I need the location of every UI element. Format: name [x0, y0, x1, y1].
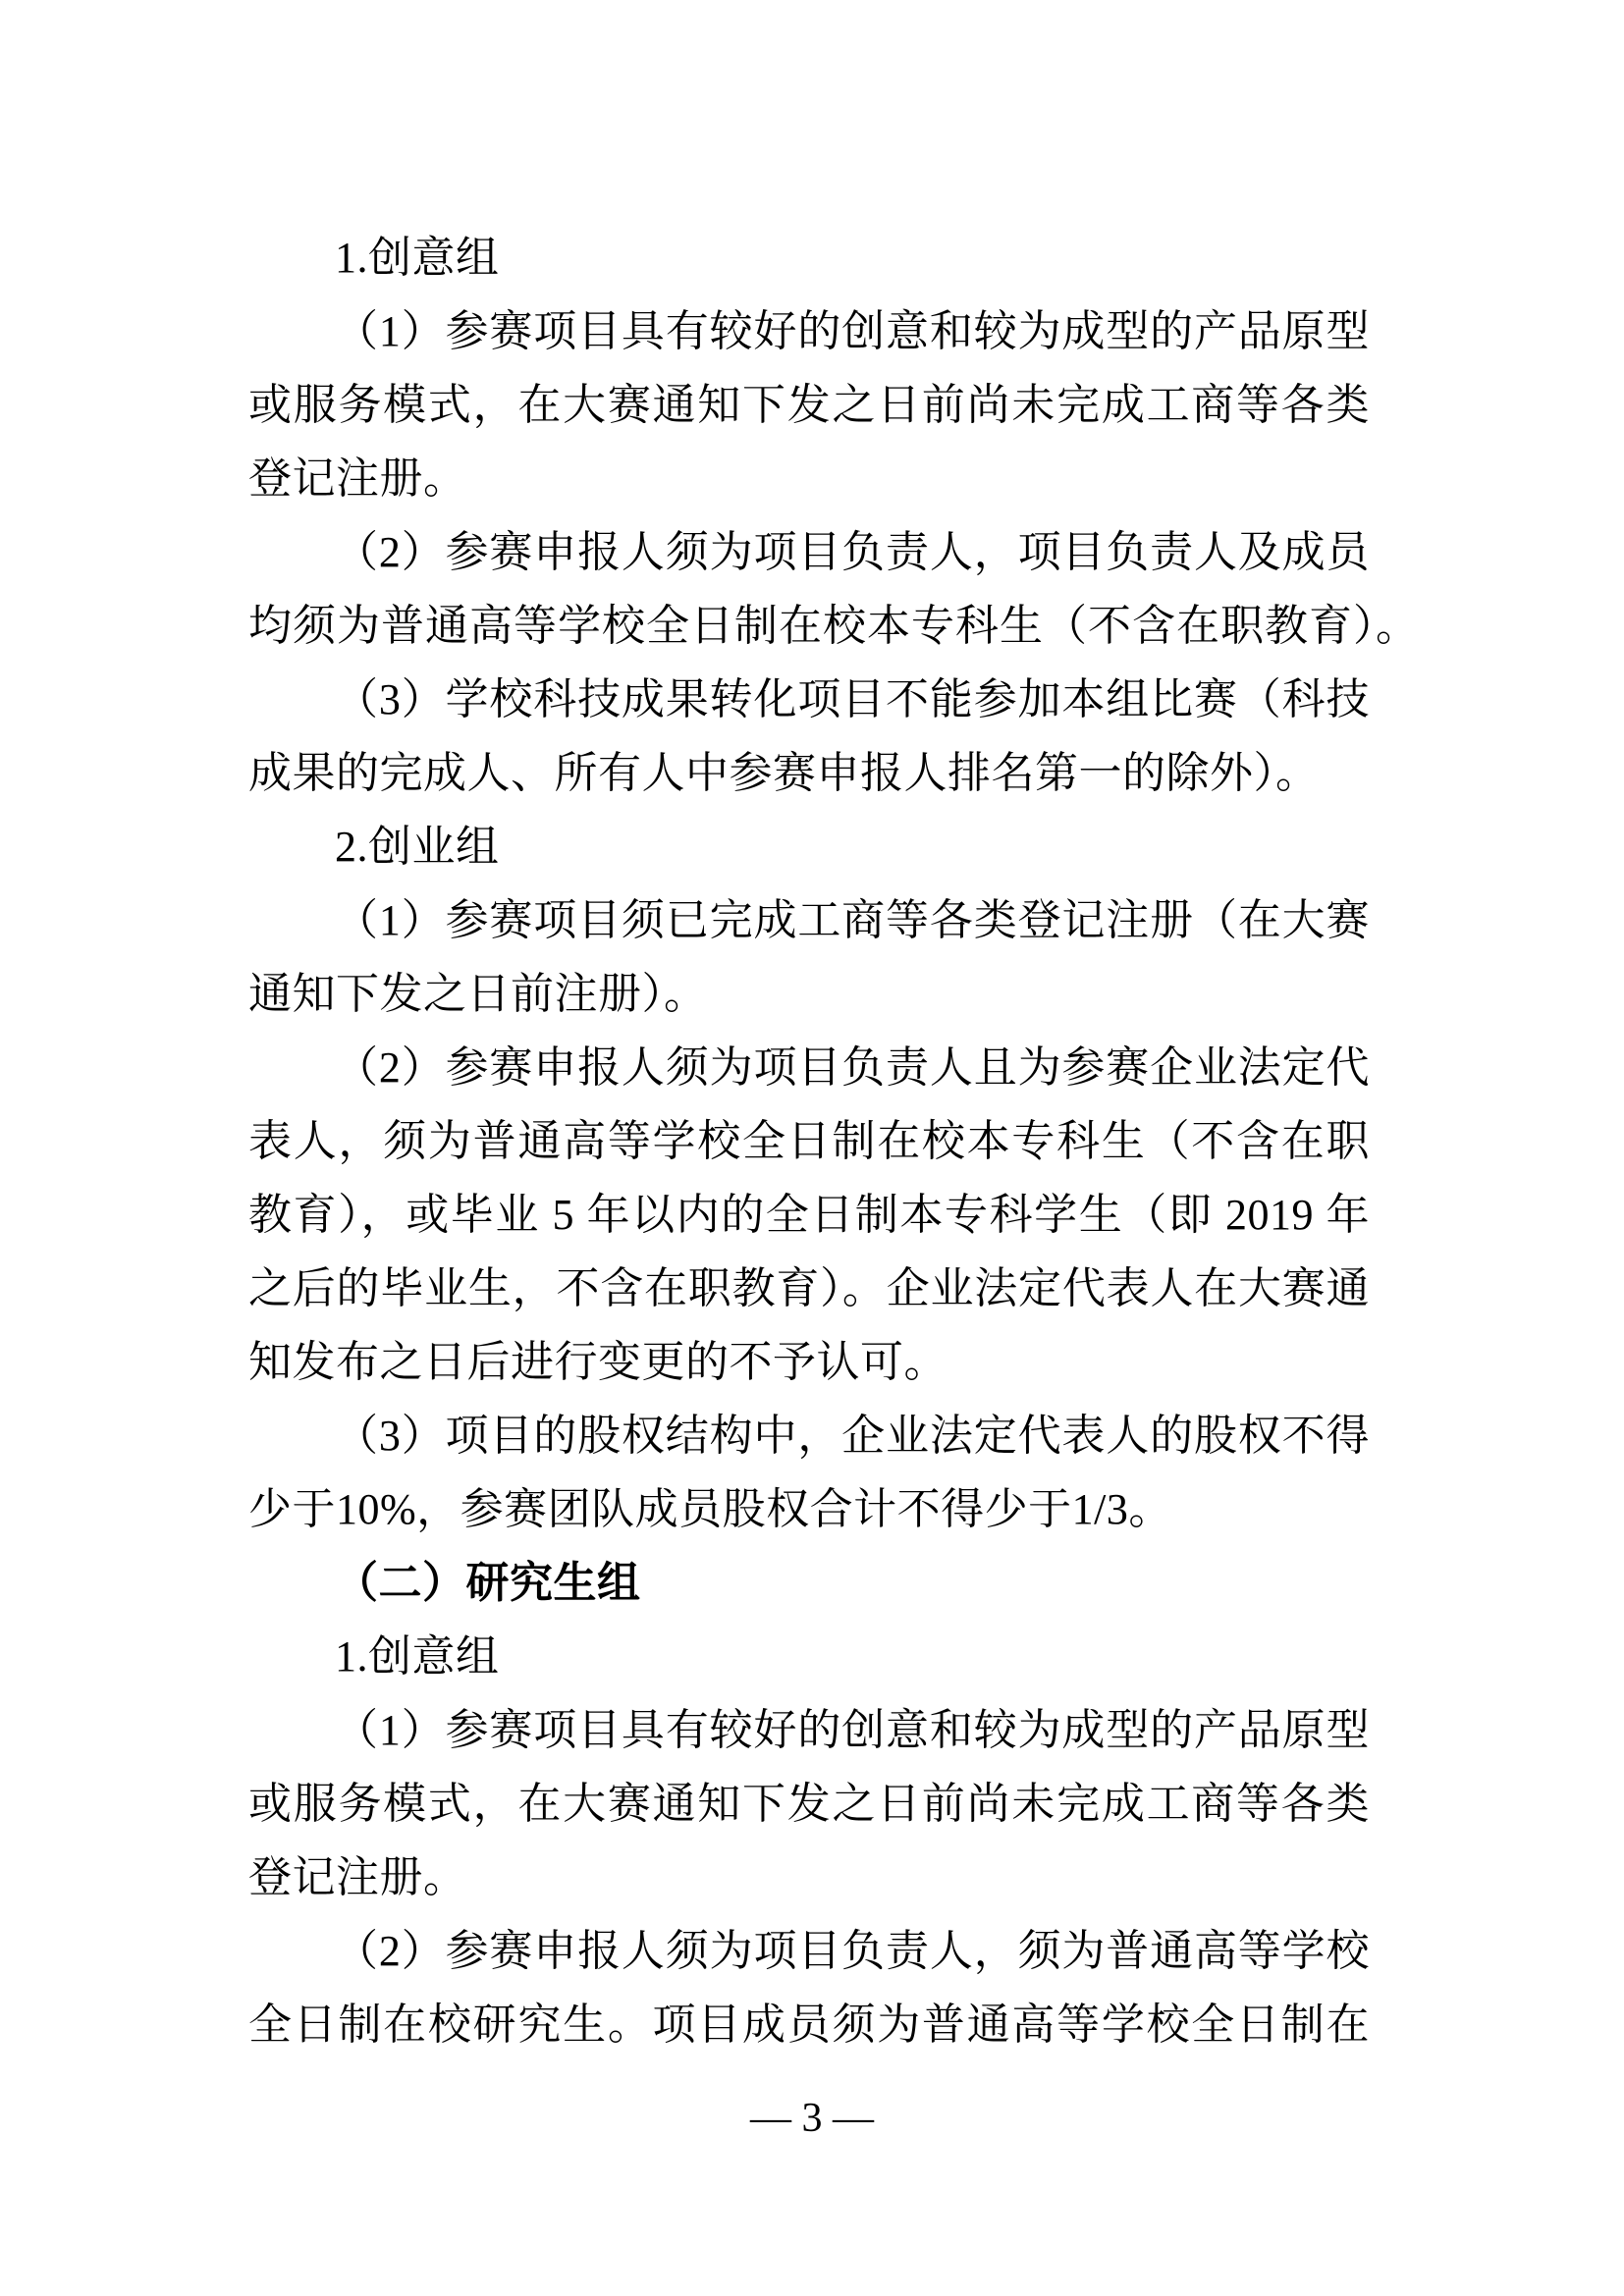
text-line: （2）参赛申报人须为项目负责人，须为普通高等学校: [335, 1927, 1370, 1975]
text-line: （1）参赛项目具有较好的创意和较为成型的产品原型: [335, 1706, 1370, 1754]
text-line: （2）参赛申报人须为项目负责人且为参赛企业法定代: [335, 1043, 1370, 1092]
text-line: 或服务模式，在大赛通知下发之日前尚未完成工商等各类: [248, 1780, 1370, 1828]
text-line: 或服务模式，在大赛通知下发之日前尚未完成工商等各类: [248, 381, 1370, 429]
text-line: 成果的完成人、所有人中参赛申报人排名第一的除外）。: [248, 749, 1320, 797]
text-line: 通知下发之日前注册）。: [248, 970, 708, 1018]
text-line: 2.创业组: [335, 823, 500, 871]
text-line: 少于10%，参赛团队成员股权合计不得少于1/3。: [248, 1485, 1172, 1533]
page-number: — 3 —: [750, 2096, 874, 2141]
text-line: 登记注册。: [248, 454, 467, 503]
text-line: 知发布之日后进行变更的不予认可。: [248, 1338, 947, 1386]
text-line: （3）项目的股权结构中，企业法定代表人的股权不得: [335, 1412, 1370, 1460]
text-line: 教育），或毕业 5 年以内的全日制本专科学生（即 2019 年: [248, 1191, 1370, 1239]
page-footer: [0, 2094, 1624, 2143]
text-line: 表人，须为普通高等学校全日制在校本专科生（不含在职: [248, 1117, 1370, 1165]
text-line: （1）参赛项目须已完成工商等各类登记注册（在大赛: [335, 896, 1370, 944]
text-line: 登记注册。: [248, 1853, 467, 1901]
text-line: 均须为普通高等学校全日制在校本专科生（不含在职教育）。: [248, 602, 1420, 650]
text-line: （2）参赛申报人须为项目负责人，项目负责人及成员: [335, 528, 1370, 576]
text-line: 1.创意组: [335, 1632, 500, 1681]
text-line: 1.创意组: [335, 234, 500, 282]
text-line: （二）研究生组: [335, 1559, 641, 1607]
text-line: 全日制在校研究生。项目成员须为普通高等学校全日制在: [248, 2001, 1370, 2049]
text-line: 之后的毕业生，不含在职教育）。企业法定代表人在大赛通: [248, 1264, 1370, 1312]
document-body: [248, 221, 1420, 2061]
text-line: （3）学校科技成果转化项目不能参加本组比赛（科技: [335, 675, 1370, 723]
text-line: （1）参赛项目具有较好的创意和较为成型的产品原型: [335, 307, 1370, 355]
